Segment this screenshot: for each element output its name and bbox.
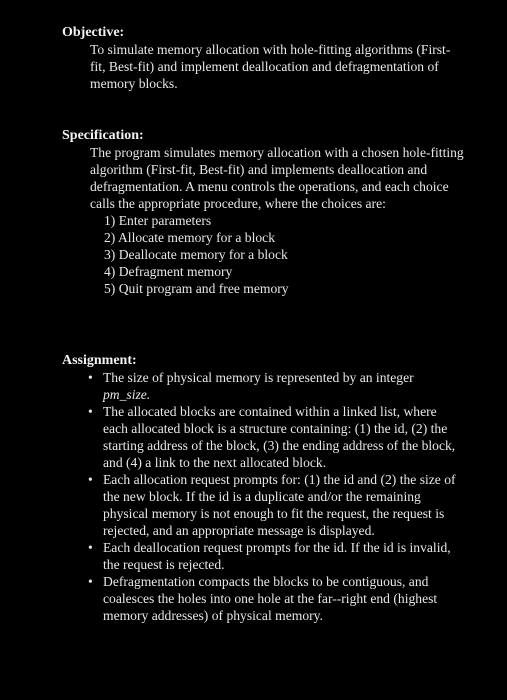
menu-choice-item: 4) Defragment memory (104, 264, 233, 279)
objective-body (90, 41, 465, 92)
bullet-text: The size of physical memory is represented by an integer (103, 370, 414, 385)
specification-heading: Specification: (62, 128, 144, 143)
bullet-text: Defragmentation compacts the blocks to be contiguous, and coalesces the holes into one hole at the far--right end (highest memory addresses) of physical memory. (103, 574, 438, 623)
assignment-bullet-item (86, 539, 458, 573)
assignment-bullet-list (86, 369, 458, 624)
menu-choices-list (90, 212, 465, 297)
objective-text: To simulate memory allocation with hole-fitting algorithms (First-fit, Best-fit) and implement deallocation and defragmentation of memory blocks. (90, 42, 451, 91)
bullet-text: Each allocation request prompts for: (1) the id and (2) the size of the new block. If the id is a duplicate and/or the remaining physical memory is not enough to fit the request, the request is rejected, and an appropriate message is displayed. (103, 472, 456, 538)
specification-body (90, 144, 465, 297)
menu-choice-item: 1) Enter parameters (104, 213, 212, 228)
bullet-marker: • (88, 404, 93, 419)
menu-choice-item: 2) Allocate memory for a block (104, 230, 275, 245)
assignment-bullet-item (86, 403, 458, 471)
assignment-bullet-item (86, 369, 458, 403)
assignment-bullet-item (86, 573, 458, 624)
menu-choice-item: 3) Deallocate memory for a block (104, 247, 288, 262)
objective-heading: Objective: (62, 25, 125, 40)
bullet-marker: • (88, 574, 93, 589)
pm-size-variable: pm_size. (103, 387, 151, 402)
menu-choice-item: 5) Quit program and free memory (104, 281, 289, 296)
assignment-heading: Assignment: (62, 353, 137, 368)
bullet-text: Each deallocation request prompts for the id. If the id is invalid, the request is rejected. (103, 540, 451, 572)
specification-text: The program simulates memory allocation with a chosen hole-fitting algorithm (First-fit, Best-fit) and implements deallocation and defragmentation. A menu controls the operations, and each choice calls the appropriate procedure, where the choices are: (90, 145, 464, 211)
bullet-text: The allocated blocks are contained within a linked list, where each allocated block is a structure containing: (1) the id, (2) the starting address of the block, (3) the ending address of the block, and (4) a link to the next allocated block. (103, 404, 456, 470)
assignment-bullet-item (86, 471, 458, 539)
bullet-marker: • (88, 370, 93, 385)
bullet-marker: • (88, 540, 93, 555)
bullet-marker: • (88, 472, 93, 487)
